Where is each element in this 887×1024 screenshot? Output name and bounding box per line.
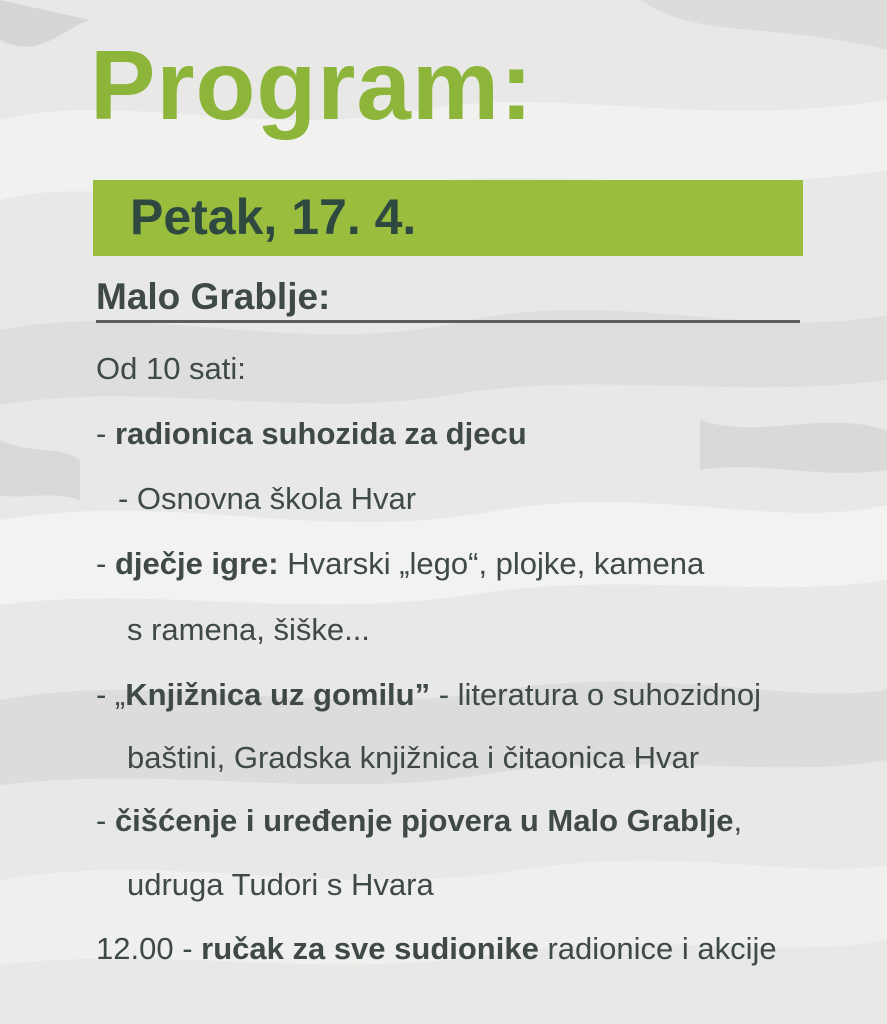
- item-rest: Hvarski „lego“, plojke, kamena: [278, 546, 705, 581]
- program-item-continued: [118, 483, 416, 514]
- location-heading: Malo Grablje:: [96, 276, 331, 317]
- program-item-continued: [127, 869, 434, 900]
- item-rest: - Osnovna škola Hvar: [118, 481, 417, 516]
- item-rest: s ramena, šiške...: [127, 612, 370, 647]
- program-item-lunch: [96, 933, 777, 964]
- item-prefix: -: [96, 803, 115, 838]
- program-item: [96, 805, 742, 836]
- item-bold-text: radionica suhozida za djecu: [114, 416, 527, 451]
- item-rest: udruga Tudori s Hvara: [127, 867, 434, 902]
- item-bold-text: dječje igre:: [114, 546, 279, 581]
- item-rest: ,: [733, 803, 743, 838]
- item-prefix: -: [96, 416, 115, 451]
- program-item-continued: [127, 614, 370, 645]
- item-prefix: - „: [96, 677, 126, 712]
- program-item: [96, 548, 704, 579]
- item-rest: radionice i akcije: [538, 931, 777, 966]
- item-prefix: -: [96, 546, 115, 581]
- program-item: [96, 679, 761, 710]
- program-item-continued: [127, 742, 699, 773]
- time-intro: Od 10 sati:: [96, 351, 246, 386]
- location-underline: [96, 320, 800, 323]
- day-heading: Petak, 17. 4.: [130, 189, 417, 245]
- program-item: [96, 418, 527, 449]
- item-rest: - literatura o suhozidnoj: [430, 677, 761, 712]
- item-prefix: 12.00 -: [96, 931, 202, 966]
- item-bold-text: čišćenje i uređenje pjovera u Malo Grablje: [114, 803, 734, 838]
- item-bold-text: ručak za sve sudionike: [201, 931, 539, 966]
- item-rest: baštini, Gradska knjižnica i čitaonica Hvar: [127, 740, 700, 775]
- item-bold-text: Knjižnica uz gomilu”: [125, 677, 431, 712]
- page-title: Program:: [90, 30, 534, 140]
